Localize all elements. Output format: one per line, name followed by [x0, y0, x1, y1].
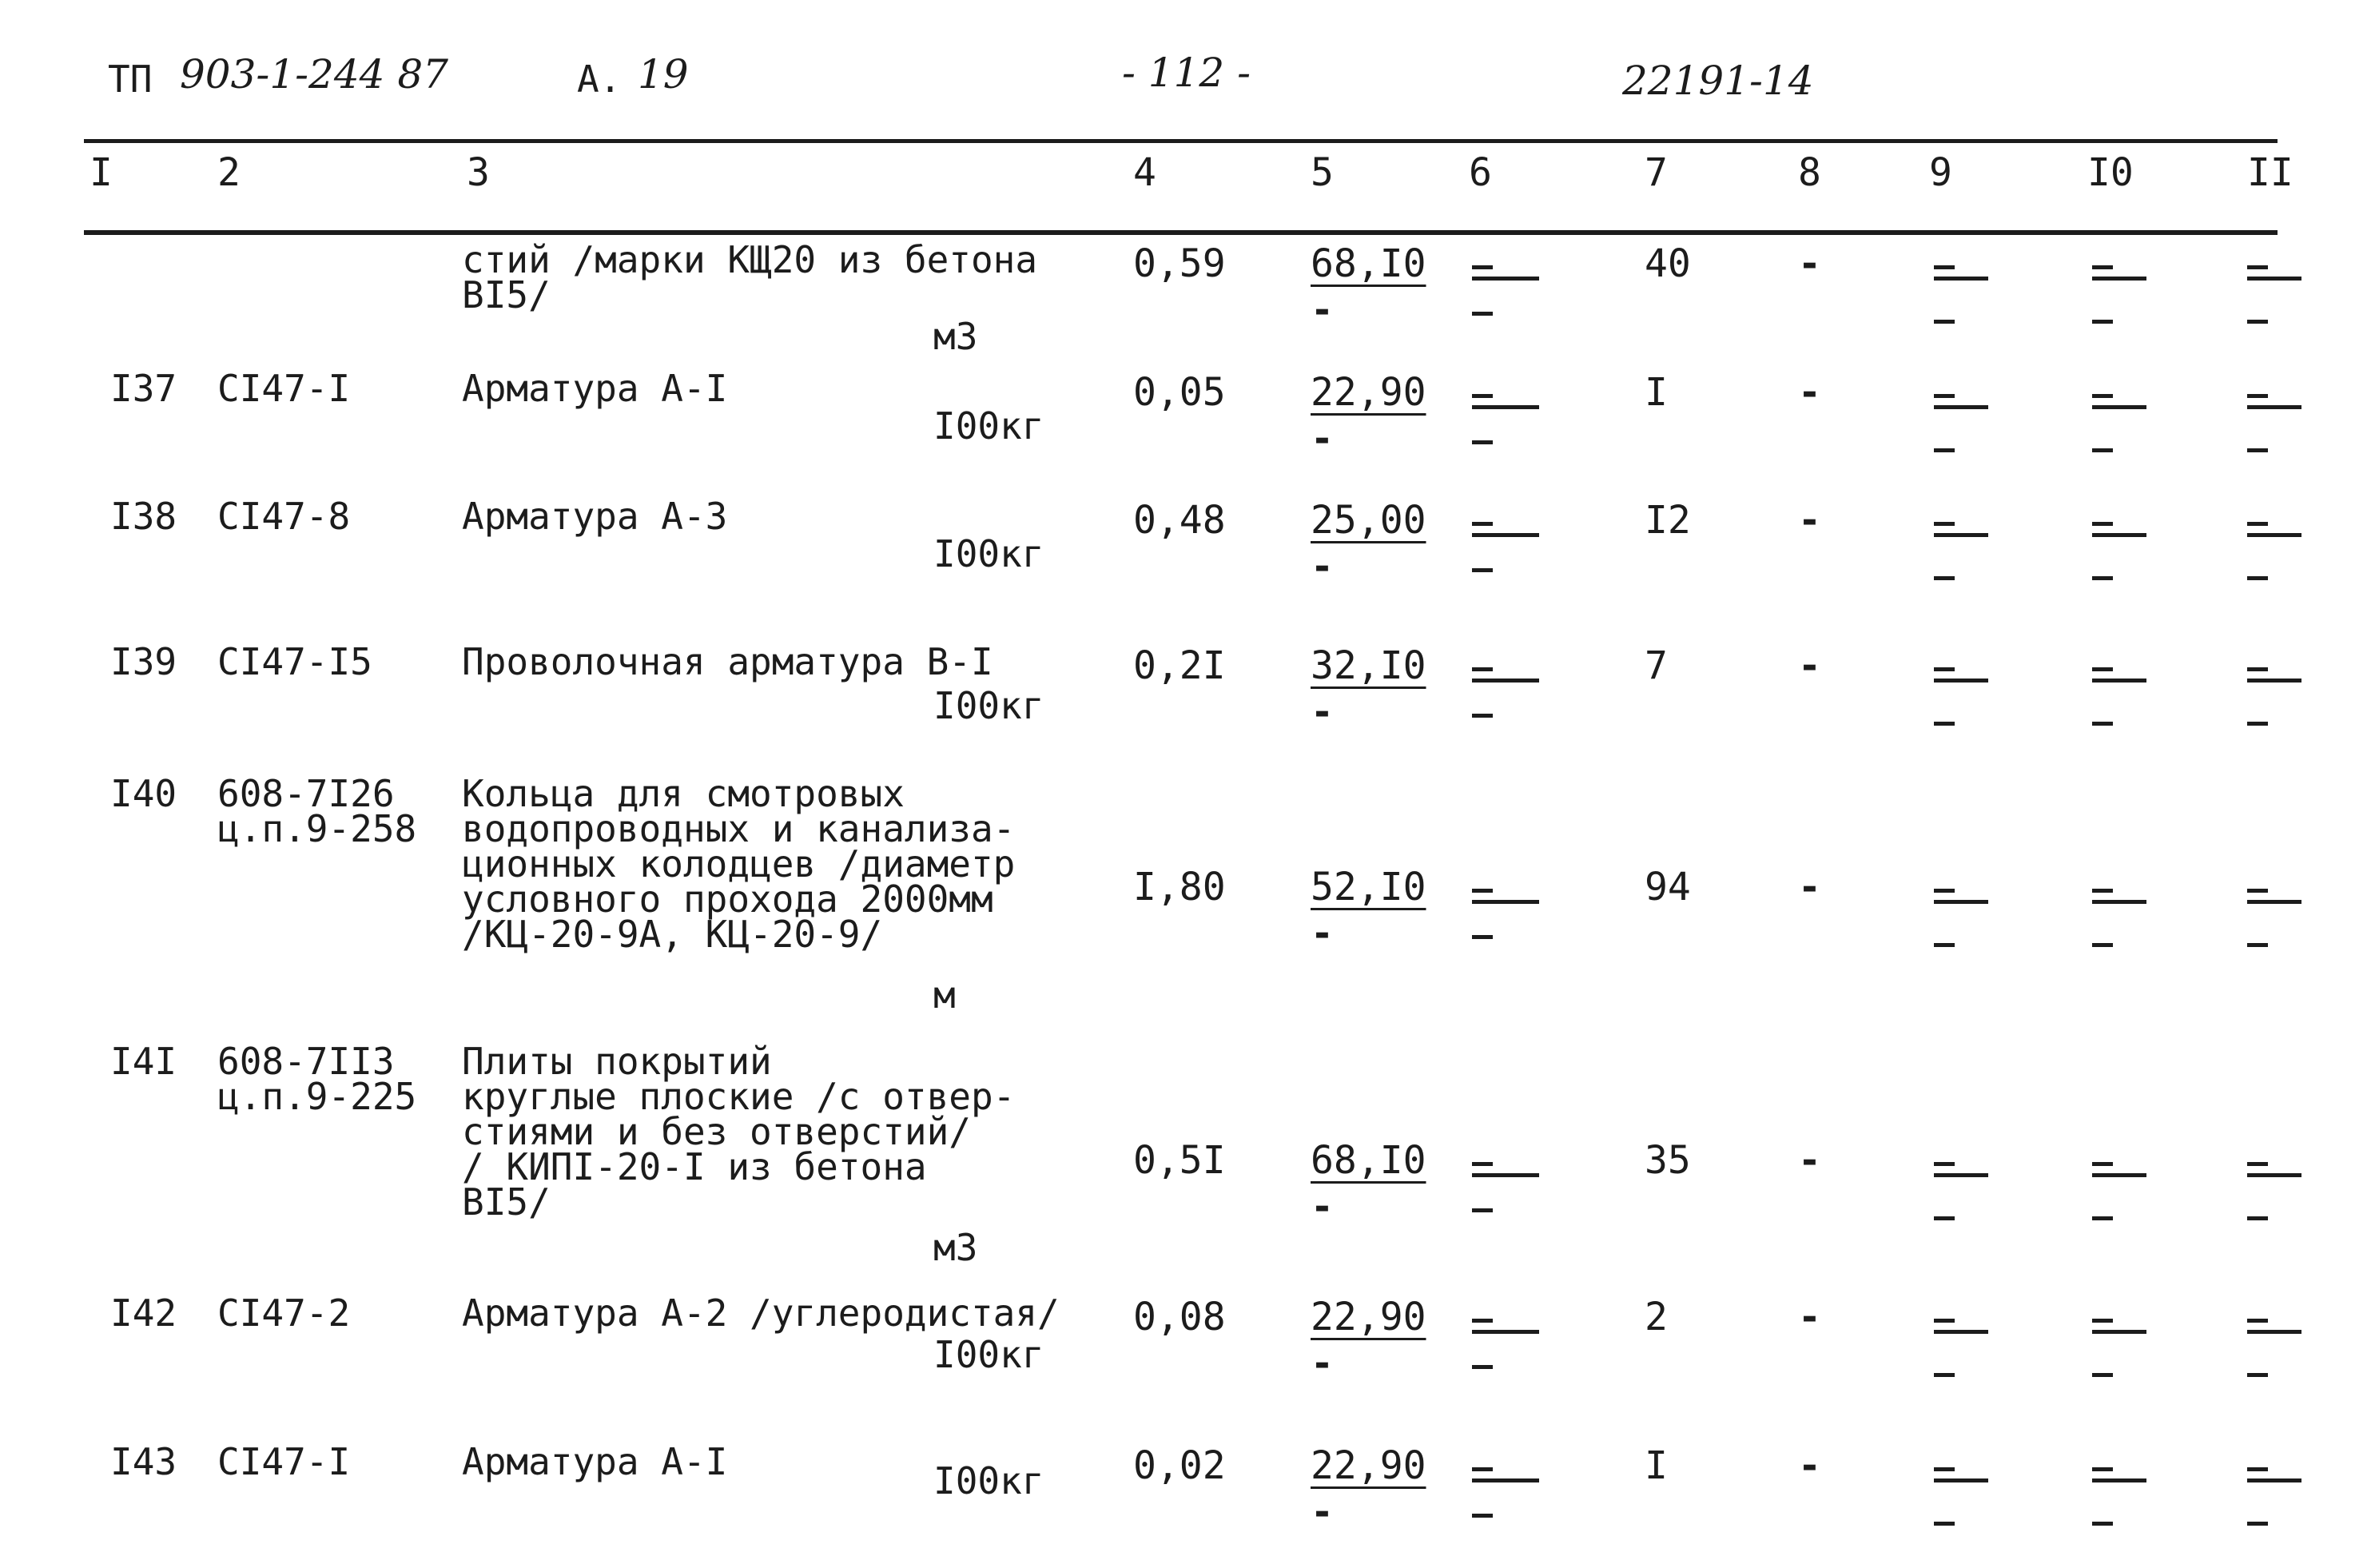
dash-mark — [2247, 576, 2268, 580]
row-description: BI5/ — [462, 1180, 551, 1224]
row-quantity: 0,05 — [1133, 370, 1226, 415]
underline-mark — [2247, 1330, 2301, 1334]
row-col7: 40 — [1645, 241, 1691, 286]
row-quantity: 0,08 — [1133, 1295, 1226, 1339]
dash-mark — [2247, 722, 2268, 726]
row-description: Кольца для смотровых — [462, 772, 905, 815]
dash-mark — [1472, 1319, 1493, 1323]
dash-mark — [1934, 943, 1955, 947]
row-col7: 94 — [1645, 865, 1691, 909]
row-unit: м3 — [933, 315, 978, 358]
row-col7: 2 — [1645, 1295, 1668, 1339]
row-price: 32,I0 — [1311, 643, 1426, 688]
dash-mark — [1472, 1208, 1493, 1212]
row-number: I40 — [110, 772, 177, 815]
underline-mark — [2247, 277, 2301, 281]
underline-mark — [2247, 1478, 2301, 1482]
row-quantity: 0,5I — [1133, 1138, 1226, 1183]
row-price: 25,00 — [1311, 498, 1426, 543]
row-col8: - — [1798, 241, 1821, 286]
underline-mark — [1472, 679, 1539, 683]
row-price-sub: - — [1311, 911, 1334, 956]
column-header: 8 — [1798, 150, 1821, 195]
dash-mark — [1472, 265, 1493, 269]
dash-mark — [2092, 320, 2113, 324]
row-description: условного прохода 2000мм — [462, 878, 993, 921]
dash-mark — [1934, 1522, 1955, 1526]
dash-mark — [2092, 1216, 2113, 1220]
column-header: 7 — [1645, 150, 1668, 195]
dash-mark — [1934, 576, 1955, 580]
dash-mark — [1472, 935, 1493, 939]
column-header: 4 — [1133, 150, 1156, 195]
row-number: I43 — [110, 1440, 177, 1483]
table-top-rule — [84, 139, 2278, 143]
row-description: /КЦ-20-9А, КЦ-20-9/ — [462, 913, 883, 956]
row-description: Арматура А-I — [462, 367, 728, 410]
row-col7: 35 — [1645, 1138, 1691, 1183]
row-code: CI47-I5 — [217, 640, 372, 683]
underline-mark — [2247, 1173, 2301, 1177]
table-header-rule — [84, 230, 2278, 235]
underline-mark — [2247, 900, 2301, 904]
row-description: Арматура А-I — [462, 1440, 728, 1483]
document-code: 22191-14 — [1622, 58, 1814, 104]
album-label: А. — [577, 58, 622, 101]
dash-mark — [1934, 1467, 1955, 1471]
dash-mark — [1472, 1365, 1493, 1369]
column-header: 6 — [1469, 150, 1492, 195]
row-col7: 7 — [1645, 643, 1668, 688]
row-col8: - — [1798, 1138, 1821, 1183]
dash-mark — [2092, 722, 2113, 726]
underline-mark — [2092, 277, 2146, 281]
dash-mark — [2247, 1216, 2268, 1220]
dash-mark — [2247, 394, 2268, 398]
dash-mark — [2092, 522, 2113, 526]
dash-mark — [1472, 889, 1493, 893]
row-unit: м3 — [933, 1226, 978, 1269]
header-prefix: ТП — [108, 58, 153, 101]
dash-mark — [2092, 448, 2113, 452]
underline-mark — [1472, 533, 1539, 537]
dash-mark — [2247, 265, 2268, 269]
row-description: водопроводных и канализа- — [462, 807, 1016, 850]
underline-mark — [1934, 1173, 1988, 1177]
dash-mark — [2247, 320, 2268, 324]
underline-mark — [1934, 679, 1988, 683]
dash-mark — [2247, 1162, 2268, 1166]
dash-mark — [1934, 1373, 1955, 1377]
row-description: стиями и без отверстий/ — [462, 1110, 971, 1153]
dash-mark — [2247, 1467, 2268, 1471]
dash-mark — [1472, 1467, 1493, 1471]
underline-mark — [2092, 1478, 2146, 1482]
underline-mark — [1472, 900, 1539, 904]
underline-mark — [1472, 277, 1539, 281]
page-number: - 112 - — [1122, 50, 1251, 96]
row-unit: I00кг — [933, 404, 1044, 448]
underline-mark — [1472, 1330, 1539, 1334]
row-price-sub: - — [1311, 288, 1334, 332]
dash-mark — [2092, 1319, 2113, 1323]
dash-mark — [1934, 1319, 1955, 1323]
row-col7: I — [1645, 1443, 1668, 1488]
row-number: I37 — [110, 367, 177, 410]
row-price-sub: - — [1311, 1184, 1334, 1229]
row-price-sub: - — [1311, 690, 1334, 734]
row-price: 22,90 — [1311, 370, 1426, 415]
underline-mark — [1934, 1478, 1988, 1482]
row-code: CI47-8 — [217, 495, 351, 538]
underline-mark — [1934, 405, 1988, 409]
row-description: ционных колодцев /диаметр — [462, 842, 1016, 885]
dash-mark — [1472, 568, 1493, 572]
row-description: Проволочная арматура B-I — [462, 640, 993, 683]
dash-mark — [1472, 667, 1493, 671]
dash-mark — [2247, 667, 2268, 671]
dash-mark — [2092, 1467, 2113, 1471]
underline-mark — [2247, 679, 2301, 683]
dash-mark — [2247, 889, 2268, 893]
underline-mark — [1934, 533, 1988, 537]
underline-mark — [2247, 405, 2301, 409]
dash-mark — [1472, 312, 1493, 316]
row-number: I39 — [110, 640, 177, 683]
underline-mark — [1472, 1173, 1539, 1177]
row-unit: I00кг — [933, 684, 1044, 727]
underline-mark — [1472, 1478, 1539, 1482]
dash-mark — [2247, 1373, 2268, 1377]
row-unit: I00кг — [933, 532, 1044, 575]
row-quantity: 0,02 — [1133, 1443, 1226, 1488]
row-price: 22,90 — [1311, 1295, 1426, 1339]
dash-mark — [1934, 522, 1955, 526]
row-description: Арматура А-3 — [462, 495, 728, 538]
row-quantity: 0,2I — [1133, 643, 1226, 688]
dash-mark — [2247, 943, 2268, 947]
dash-mark — [2092, 943, 2113, 947]
dash-mark — [2247, 448, 2268, 452]
dash-mark — [1934, 320, 1955, 324]
dash-mark — [1472, 522, 1493, 526]
row-unit: м — [933, 973, 956, 1017]
column-header: I0 — [2087, 150, 2134, 195]
row-price-sub: - — [1311, 1341, 1334, 1386]
row-code: 608-7I26 — [217, 772, 395, 815]
row-description: круглые плоские /с отвер- — [462, 1075, 1016, 1118]
underline-mark — [1934, 1330, 1988, 1334]
column-header: 2 — [217, 150, 241, 195]
row-code: 608-7II3 — [217, 1040, 395, 1083]
dash-mark — [2092, 265, 2113, 269]
row-code: CI47-2 — [217, 1291, 351, 1335]
underline-mark — [1934, 277, 1988, 281]
row-description: BI5/ — [462, 273, 551, 316]
dash-mark — [1934, 1216, 1955, 1220]
dash-mark — [1472, 714, 1493, 718]
underline-mark — [2092, 900, 2146, 904]
dash-mark — [2092, 1373, 2113, 1377]
dash-mark — [1934, 722, 1955, 726]
dash-mark — [1472, 394, 1493, 398]
dash-mark — [2092, 1522, 2113, 1526]
column-header: 5 — [1311, 150, 1334, 195]
row-description: / КИПI-20-I из бетона — [462, 1145, 927, 1188]
dash-mark — [1472, 1514, 1493, 1518]
row-col8: - — [1798, 498, 1821, 543]
underline-mark — [2092, 533, 2146, 537]
row-code: CI47-I — [217, 367, 351, 410]
row-description: Плиты покрытий — [462, 1040, 772, 1083]
row-number: I4I — [110, 1040, 177, 1083]
row-unit: I00кг — [933, 1333, 1044, 1376]
underline-mark — [2092, 679, 2146, 683]
dash-mark — [2092, 394, 2113, 398]
dash-mark — [2247, 522, 2268, 526]
column-header: II — [2247, 150, 2293, 195]
row-col8: - — [1798, 643, 1821, 688]
row-code-sub: ц.п.9-258 — [217, 807, 417, 850]
underline-mark — [2092, 1330, 2146, 1334]
dash-mark — [2092, 889, 2113, 893]
dash-mark — [2247, 1319, 2268, 1323]
dash-mark — [2092, 576, 2113, 580]
dash-mark — [1472, 1162, 1493, 1166]
row-price-sub: - — [1311, 416, 1334, 461]
column-header: I — [90, 150, 113, 195]
row-quantity: 0,48 — [1133, 498, 1226, 543]
dash-mark — [1934, 265, 1955, 269]
project-code: 903-1-244 87 — [180, 51, 448, 98]
dash-mark — [1472, 440, 1493, 444]
row-code-sub: ц.п.9-225 — [217, 1075, 417, 1118]
row-price-sub: - — [1311, 1490, 1334, 1534]
dash-mark — [1934, 394, 1955, 398]
column-header: 3 — [467, 150, 490, 195]
row-col7: I2 — [1645, 498, 1691, 543]
row-quantity: I,80 — [1133, 865, 1226, 909]
album-number: 19 — [638, 51, 689, 98]
row-col8: - — [1798, 865, 1821, 909]
column-header: 9 — [1929, 150, 1952, 195]
dash-mark — [1934, 1162, 1955, 1166]
row-number: I42 — [110, 1291, 177, 1335]
underline-mark — [1472, 405, 1539, 409]
row-price: 22,90 — [1311, 1443, 1426, 1488]
row-col7: I — [1645, 370, 1668, 415]
row-number: I38 — [110, 495, 177, 538]
underline-mark — [2092, 405, 2146, 409]
row-price: 68,I0 — [1311, 241, 1426, 286]
dash-mark — [2092, 667, 2113, 671]
row-col8: - — [1798, 1295, 1821, 1339]
row-price: 68,I0 — [1311, 1138, 1426, 1183]
dash-mark — [2092, 1162, 2113, 1166]
underline-mark — [2247, 533, 2301, 537]
row-col8: - — [1798, 1443, 1821, 1488]
row-description: стий /марки КЩ20 из бетона — [462, 238, 1038, 281]
underline-mark — [1934, 900, 1988, 904]
row-code: CI47-I — [217, 1440, 351, 1483]
row-quantity: 0,59 — [1133, 241, 1226, 286]
dash-mark — [1934, 667, 1955, 671]
row-unit: I00кг — [933, 1459, 1044, 1502]
underline-mark — [2092, 1173, 2146, 1177]
row-price: 52,I0 — [1311, 865, 1426, 909]
row-price-sub: - — [1311, 544, 1334, 589]
dash-mark — [1934, 889, 1955, 893]
row-col8: - — [1798, 370, 1821, 415]
dash-mark — [2247, 1522, 2268, 1526]
row-description: Арматура А-2 /углеродистая/ — [462, 1291, 1060, 1335]
dash-mark — [1934, 448, 1955, 452]
